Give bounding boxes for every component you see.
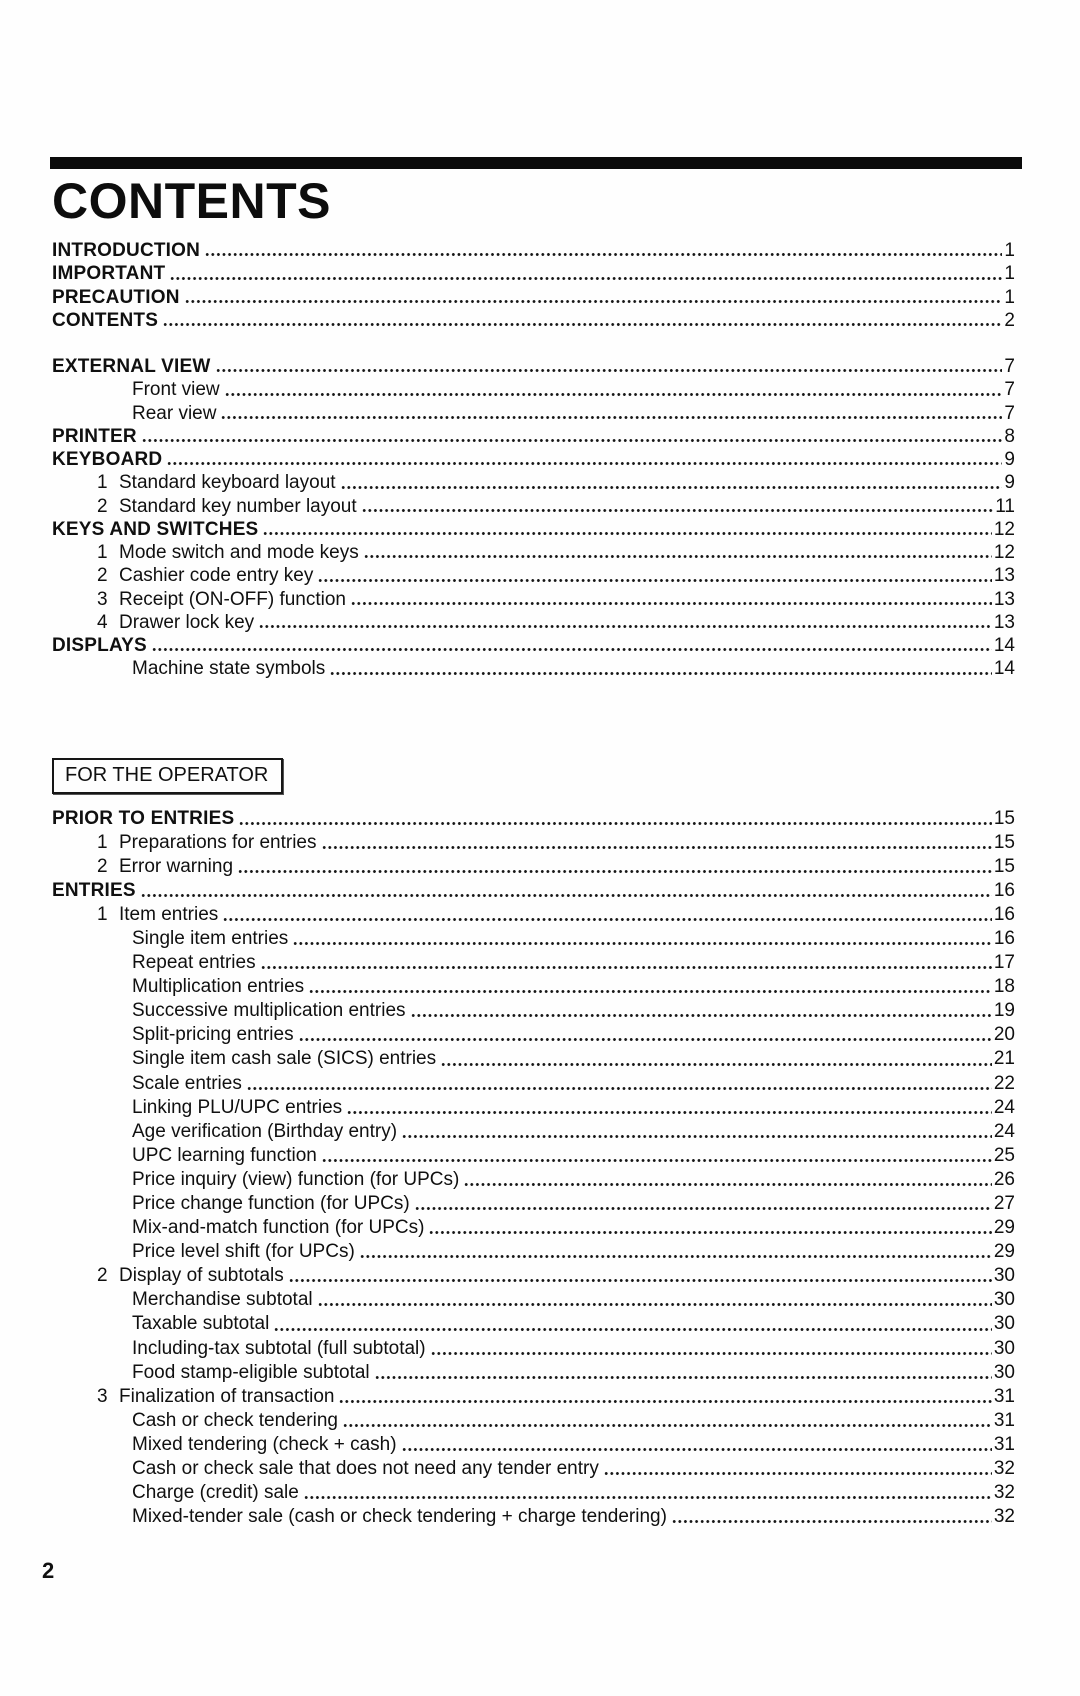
toc-page-number: 19 bbox=[993, 1000, 1015, 1022]
toc-entry-label: Single item entries bbox=[132, 927, 289, 949]
toc-row bbox=[52, 1481, 1015, 1505]
toc-page-number: 18 bbox=[993, 976, 1015, 998]
dotted-leader bbox=[216, 367, 1003, 374]
dotted-leader bbox=[330, 670, 992, 677]
toc-row bbox=[52, 588, 1015, 611]
toc-entry-label: Successive multiplication entries bbox=[132, 1000, 406, 1022]
toc-entry-number: 1 bbox=[97, 542, 108, 563]
toc-row bbox=[52, 1385, 1015, 1409]
toc-entry-label: Split-pricing entries bbox=[132, 1024, 294, 1046]
toc-entry-number: 2 bbox=[97, 565, 108, 587]
header-rule bbox=[50, 157, 1022, 169]
toc-page-number: 26 bbox=[993, 1168, 1015, 1190]
toc-row bbox=[52, 239, 1015, 262]
toc-page-number: 7 bbox=[1004, 402, 1015, 424]
toc-entry-label: PRINTER bbox=[52, 425, 137, 447]
toc-row bbox=[52, 831, 1015, 855]
toc-row bbox=[52, 541, 1015, 564]
dotted-leader bbox=[274, 1326, 992, 1333]
toc-row bbox=[52, 1312, 1015, 1336]
dotted-leader bbox=[205, 251, 1002, 258]
dotted-leader bbox=[343, 1422, 992, 1429]
dotted-leader bbox=[339, 1398, 991, 1405]
toc-entry-label: Linking PLU/UPC entries bbox=[132, 1096, 343, 1118]
toc-page-number: 9 bbox=[1004, 449, 1015, 470]
toc-page-number: 15 bbox=[993, 807, 1015, 829]
toc-entry-label: ENTRIES bbox=[52, 879, 136, 901]
toc-page-number: 1 bbox=[1004, 286, 1015, 308]
dotted-leader bbox=[464, 1181, 992, 1188]
dotted-leader bbox=[429, 1229, 991, 1236]
toc-entry-number: 3 bbox=[97, 588, 108, 610]
toc-entry-label: Preparations for entries bbox=[119, 831, 317, 853]
toc-row bbox=[52, 1240, 1015, 1264]
toc-row bbox=[52, 1361, 1015, 1385]
toc-row bbox=[52, 999, 1015, 1023]
dotted-leader bbox=[431, 1350, 992, 1357]
toc-entry-number: 1 bbox=[97, 903, 108, 925]
toc-entry-label: Drawer lock key bbox=[119, 611, 255, 633]
toc-row bbox=[52, 657, 1015, 680]
page-content bbox=[52, 157, 1015, 1529]
dotted-leader bbox=[347, 1109, 992, 1116]
toc-entry-label: Standard key number layout bbox=[119, 495, 357, 517]
toc-entry-label: CONTENTS bbox=[52, 309, 159, 331]
toc-row bbox=[52, 634, 1015, 657]
toc-entry-label: Cash or check sale that does not need any tender entry bbox=[132, 1458, 599, 1480]
dotted-leader bbox=[238, 868, 992, 875]
toc-page-number: 2 bbox=[1004, 309, 1015, 331]
toc-entry-label: Repeat entries bbox=[132, 952, 256, 974]
toc-entry-label: Scale entries bbox=[132, 1072, 242, 1094]
toc-row bbox=[52, 1337, 1015, 1361]
toc-row bbox=[52, 879, 1015, 903]
toc-page-number: 7 bbox=[1004, 379, 1015, 401]
toc-row bbox=[52, 611, 1015, 634]
toc-entry-label: Multiplication entries bbox=[132, 976, 305, 998]
toc-page-number: 16 bbox=[993, 903, 1015, 925]
toc-page-number: 13 bbox=[993, 611, 1015, 633]
toc-row bbox=[52, 1023, 1015, 1047]
toc-entry-label: PRIOR TO ENTRIES bbox=[52, 807, 235, 829]
toc-row bbox=[52, 262, 1015, 285]
dotted-leader bbox=[163, 321, 1002, 328]
toc-row bbox=[52, 402, 1015, 425]
dotted-leader bbox=[318, 1301, 992, 1308]
toc-entry-label: Price level shift (for UPCs) bbox=[132, 1241, 355, 1263]
toc-row bbox=[52, 1505, 1015, 1529]
toc-row bbox=[52, 1120, 1015, 1144]
toc-entry-label: Charge (credit) sale bbox=[132, 1482, 299, 1504]
dotted-leader bbox=[304, 1494, 992, 1501]
dotted-leader bbox=[402, 1446, 992, 1453]
dotted-leader bbox=[402, 1133, 992, 1140]
toc-row bbox=[52, 975, 1015, 999]
toc-row bbox=[52, 448, 1015, 471]
toc-entry-label: DISPLAYS bbox=[52, 635, 147, 656]
dotted-leader bbox=[293, 940, 992, 947]
dotted-leader bbox=[362, 507, 994, 514]
toc-entry-label: Rear view bbox=[132, 402, 217, 424]
toc-page-number: 32 bbox=[993, 1506, 1015, 1528]
toc-page-number: 31 bbox=[993, 1433, 1015, 1455]
dotted-leader bbox=[299, 1036, 992, 1043]
toc-page-number: 30 bbox=[993, 1313, 1015, 1335]
toc-page-number: 9 bbox=[1004, 472, 1015, 494]
toc-row bbox=[52, 1192, 1015, 1216]
toc-page-number: 29 bbox=[993, 1241, 1015, 1263]
toc-row bbox=[52, 309, 1015, 332]
toc-page-number: 25 bbox=[993, 1144, 1015, 1166]
toc-entry-label: Merchandise subtotal bbox=[132, 1289, 313, 1311]
toc-entry-label: Including-tax subtotal (full subtotal) bbox=[132, 1337, 426, 1359]
toc-page-number: 29 bbox=[993, 1217, 1015, 1239]
toc-page-number: 24 bbox=[993, 1120, 1015, 1142]
toc-row bbox=[52, 471, 1015, 494]
toc-page-number: 17 bbox=[993, 952, 1015, 974]
dotted-leader bbox=[239, 820, 992, 827]
toc-page-number: 12 bbox=[993, 518, 1015, 540]
toc-entry-number: 1 bbox=[97, 831, 108, 853]
toc-entry-number: 4 bbox=[97, 611, 108, 633]
toc-page-number: 30 bbox=[993, 1361, 1015, 1383]
dotted-leader bbox=[261, 964, 992, 971]
toc-entry-label: PRECAUTION bbox=[52, 286, 180, 308]
toc-entry-label: Food stamp-eligible subtotal bbox=[132, 1361, 370, 1383]
toc-row bbox=[52, 1457, 1015, 1481]
dotted-leader bbox=[322, 844, 992, 851]
toc-page-number: 32 bbox=[993, 1458, 1015, 1480]
toc-entry-label: Item entries bbox=[119, 903, 219, 925]
dotted-leader bbox=[364, 553, 992, 560]
toc-entry-label: Machine state symbols bbox=[132, 658, 326, 680]
toc-entry-label: EXTERNAL VIEW bbox=[52, 356, 211, 377]
toc-page-number: 30 bbox=[993, 1337, 1015, 1359]
dotted-leader bbox=[415, 1205, 992, 1212]
toc-row bbox=[52, 1288, 1015, 1312]
dotted-leader bbox=[341, 484, 1003, 491]
toc-page-number: 22 bbox=[993, 1072, 1015, 1094]
dotted-leader bbox=[441, 1061, 992, 1068]
toc-entry-number: 1 bbox=[97, 472, 108, 494]
page-title: CONTENTS bbox=[52, 173, 331, 229]
toc-row bbox=[52, 855, 1015, 879]
toc-page-number: 32 bbox=[993, 1482, 1015, 1504]
toc-page-number: 31 bbox=[993, 1409, 1015, 1431]
operator-section-banner: FOR THE OPERATOR bbox=[52, 758, 283, 794]
toc-entry-label: Finalization of transaction bbox=[119, 1385, 335, 1407]
toc-entry-label: Single item cash sale (SICS) entries bbox=[132, 1048, 437, 1070]
dotted-leader bbox=[170, 275, 1002, 282]
toc-row bbox=[52, 1264, 1015, 1288]
toc-row bbox=[52, 1072, 1015, 1096]
toc-entry-label: INTRODUCTION bbox=[52, 240, 201, 261]
toc-row bbox=[52, 1216, 1015, 1240]
dotted-leader bbox=[152, 646, 992, 653]
toc-entry-number: 2 bbox=[97, 495, 108, 517]
toc-page-number: 14 bbox=[993, 658, 1015, 680]
toc-row bbox=[52, 355, 1015, 378]
toc-group-hardware bbox=[52, 355, 1015, 681]
dotted-leader bbox=[223, 916, 992, 923]
dotted-leader bbox=[167, 460, 1002, 467]
toc-page-number: 16 bbox=[993, 927, 1015, 949]
toc-entry-label: Taxable subtotal bbox=[132, 1313, 270, 1335]
toc-row bbox=[52, 1144, 1015, 1168]
toc-entry-label: Front view bbox=[132, 379, 220, 401]
toc-row bbox=[52, 951, 1015, 975]
toc-entry-label: IMPORTANT bbox=[52, 263, 166, 285]
toc-row bbox=[52, 564, 1015, 587]
toc-group-operator bbox=[52, 807, 1015, 1530]
dotted-leader bbox=[672, 1518, 992, 1525]
toc-page-number: 7 bbox=[1004, 356, 1015, 377]
toc-row bbox=[52, 1096, 1015, 1120]
toc-entry-label: Price change function (for UPCs) bbox=[132, 1193, 410, 1214]
toc-page-number: 12 bbox=[993, 542, 1015, 563]
toc-entry-label: Price inquiry (view) function (for UPCs) bbox=[132, 1168, 460, 1190]
toc-row bbox=[52, 1409, 1015, 1433]
dotted-leader bbox=[185, 298, 1003, 305]
toc-row bbox=[52, 378, 1015, 401]
toc-page-number: 13 bbox=[993, 565, 1015, 587]
toc-entry-label: Error warning bbox=[119, 855, 234, 877]
toc-entry-label: Age verification (Birthday entry) bbox=[132, 1120, 398, 1142]
toc-page-number: 31 bbox=[993, 1385, 1015, 1407]
toc-page-number: 21 bbox=[993, 1048, 1015, 1070]
dotted-leader bbox=[247, 1085, 992, 1092]
dotted-leader bbox=[289, 1277, 992, 1284]
dotted-leader bbox=[604, 1470, 992, 1477]
toc-page-number: 11 bbox=[995, 495, 1015, 517]
dotted-leader bbox=[318, 577, 992, 584]
dotted-leader bbox=[141, 892, 992, 899]
toc-page-number: 15 bbox=[993, 831, 1015, 853]
dotted-leader bbox=[259, 623, 992, 630]
toc-page-number: 20 bbox=[993, 1024, 1015, 1046]
dotted-leader bbox=[221, 414, 1002, 421]
toc-entry-label: Standard keyboard layout bbox=[119, 472, 336, 494]
toc-entry-label: Receipt (ON-OFF) function bbox=[119, 588, 346, 610]
footer-page-number: 2 bbox=[42, 1558, 55, 1583]
toc-page-number: 27 bbox=[993, 1193, 1015, 1214]
toc-entry-label: Mode switch and mode keys bbox=[119, 542, 359, 563]
toc-row bbox=[52, 518, 1015, 541]
toc-row bbox=[52, 425, 1015, 448]
toc-entry-label: Mix-and-match function (for UPCs) bbox=[132, 1217, 425, 1239]
toc-entry-number: 2 bbox=[97, 855, 108, 877]
toc-entry-label: Display of subtotals bbox=[119, 1265, 284, 1287]
toc-entry-label: KEYS AND SWITCHES bbox=[52, 518, 259, 540]
toc-entry-label: UPC learning function bbox=[132, 1144, 317, 1166]
dotted-leader bbox=[142, 437, 1003, 444]
toc-row bbox=[52, 1433, 1015, 1457]
toc-page-number: 13 bbox=[993, 588, 1015, 610]
toc-page-number: 14 bbox=[993, 635, 1015, 656]
operator-banner-wrap bbox=[52, 681, 1015, 807]
toc-group-front-matter bbox=[52, 239, 1015, 332]
dotted-leader bbox=[263, 530, 991, 537]
toc-page-number: 16 bbox=[993, 879, 1015, 901]
toc-page-number: 8 bbox=[1004, 425, 1015, 447]
toc-page-number: 24 bbox=[993, 1096, 1015, 1118]
toc-page-number: 30 bbox=[993, 1265, 1015, 1287]
toc-entry-label: Mixed-tender sale (cash or check tendering + charge tendering) bbox=[132, 1506, 667, 1528]
toc-entry-label: Cashier code entry key bbox=[119, 565, 314, 587]
dotted-leader bbox=[360, 1253, 992, 1260]
toc-row bbox=[52, 286, 1015, 309]
toc-row bbox=[52, 927, 1015, 951]
toc-page-number: 1 bbox=[1004, 240, 1015, 261]
dotted-leader bbox=[411, 1012, 992, 1019]
dotted-leader bbox=[375, 1374, 992, 1381]
toc-entry-label: KEYBOARD bbox=[52, 449, 163, 470]
toc-page-number: 30 bbox=[993, 1289, 1015, 1311]
toc-page-number: 15 bbox=[993, 855, 1015, 877]
dotted-leader bbox=[309, 988, 992, 995]
toc-row bbox=[52, 1047, 1015, 1071]
dotted-leader bbox=[225, 391, 1003, 398]
toc-row bbox=[52, 807, 1015, 831]
toc-entry-number: 3 bbox=[97, 1385, 108, 1407]
toc-entry-label: Mixed tendering (check + cash) bbox=[132, 1433, 397, 1455]
toc-row bbox=[52, 903, 1015, 927]
toc-row bbox=[52, 1168, 1015, 1192]
toc-row bbox=[52, 495, 1015, 518]
toc-page-number: 1 bbox=[1004, 263, 1015, 285]
toc-entry-label: Cash or check tendering bbox=[132, 1409, 338, 1431]
dotted-leader bbox=[351, 600, 992, 607]
dotted-leader bbox=[322, 1157, 992, 1164]
toc-entry-number: 2 bbox=[97, 1265, 108, 1287]
